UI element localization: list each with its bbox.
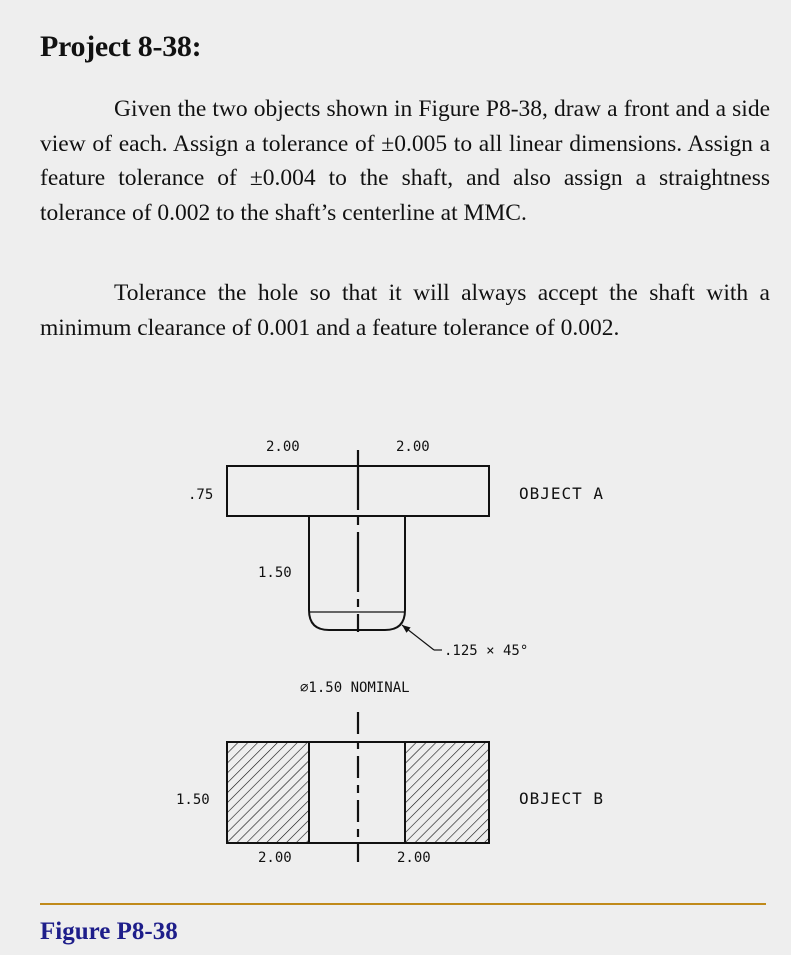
object-b-dim-right-width: 2.00 [397, 850, 431, 866]
object-b-dim-height: 1.50 [176, 792, 210, 808]
object-b-label: OBJECT B [519, 789, 605, 808]
object-a-dim-right-width: 2.00 [396, 439, 430, 455]
object-a-dim-flange-height: .75 [188, 487, 214, 503]
object-a-dim-diameter: ⌀1.50 NOMINAL [300, 680, 410, 696]
object-a-drawing [227, 450, 489, 650]
chamfer-leader [402, 625, 434, 650]
object-b-dim-left-width: 2.00 [258, 850, 292, 866]
object-b-drawing [227, 712, 489, 862]
object-b-hatch-left [227, 742, 309, 843]
object-a-dim-shaft-length: 1.50 [258, 565, 292, 581]
instruction-paragraph-1: Given the two objects shown in Figure P8-38, draw a front and a side view of each. Assign a tolerance of ±0.005 to all linear dimensions. Assign a feature tolerance of ±0.004 to the shaft, and also assign a straightness tolerance of 0.002 to the shaft’s centerline at MMC. [40, 96, 770, 226]
instruction-paragraph-2: Tolerance the hole so that it will always accept the shaft with a minimum clearance of 0.001 and a feature tolerance of 0.002. [40, 280, 770, 341]
project-title: Project 8-38: [40, 30, 202, 63]
object-a-dim-left-width: 2.00 [266, 439, 300, 455]
figure-caption: Figure P8-38 [40, 918, 178, 945]
caption-divider [40, 903, 766, 905]
object-a-label: OBJECT A [519, 484, 605, 503]
object-b-hatch-right [405, 742, 489, 843]
object-a-dim-chamfer: .125 × 45° [444, 643, 529, 659]
